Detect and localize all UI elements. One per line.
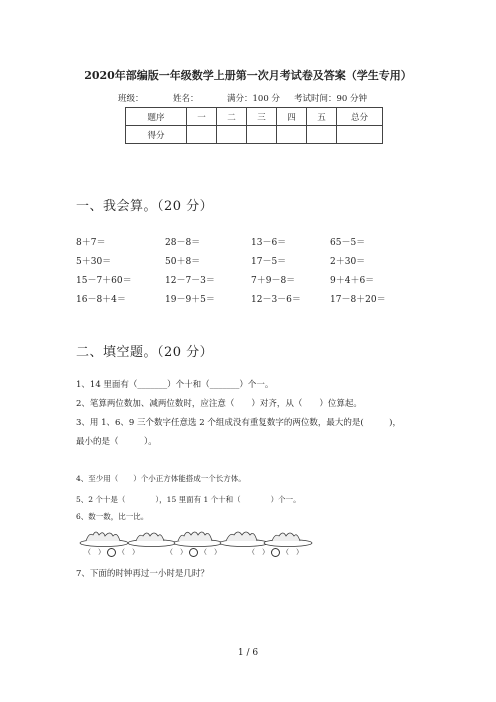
calc-item: 17－8＋20＝	[330, 295, 386, 305]
question-3: 3、用 1、6、9 三个数字任意选 2 个组成没有重复数字的两位数，最大的是( )，	[76, 418, 401, 428]
score-table	[125, 107, 383, 144]
calc-item: 9＋4＋6＝	[330, 276, 375, 286]
score-table-header-cell: 四	[277, 108, 307, 126]
answer-blank[interactable]: （ ）	[84, 548, 105, 556]
calc-item: 12－3－6＝	[251, 295, 301, 305]
calc-item: 50＋8＝	[165, 257, 201, 267]
score-table-header-cell: 二	[217, 108, 247, 126]
score-cell[interactable]	[277, 126, 307, 144]
calc-item: 5＋30＝	[76, 257, 112, 267]
calc-item: 8＋7＝	[76, 238, 106, 248]
class-label: 班级：	[118, 94, 144, 104]
fruit-plate-icon	[78, 527, 130, 547]
question-3-continued: 最小的是（ ）。	[76, 437, 157, 447]
question-7: 7、下面的时钟再过一小时是几时？	[76, 569, 209, 579]
score-table-header-cell: 三	[247, 108, 277, 126]
name-label: 姓名：	[173, 94, 199, 104]
page-number: 1 / 6	[237, 648, 259, 658]
full-score-label: 满分：100 分	[227, 94, 280, 104]
calc-item: 65－5＝	[330, 238, 366, 248]
compare-group-2	[166, 547, 221, 557]
score-cell[interactable]	[247, 126, 277, 144]
calc-item: 17－5＝	[251, 257, 287, 267]
fruit-plate-icon	[172, 527, 224, 547]
question-4: 4、至少用（ ）个小正方体能搭成一个长方体。	[76, 474, 246, 483]
fruit-plate-icon	[126, 527, 178, 547]
question-5: 5、2 个十是（ ），15 里面有 1 个十和（ ）个一。	[76, 495, 301, 504]
score-cell[interactable]	[337, 126, 383, 144]
calc-item: 28－8＝	[165, 238, 201, 248]
question-2: 2、笔算两位数加、减两位数时，应注意（ ）对齐，从（ ）位算起。	[76, 399, 362, 409]
score-table-score-row	[126, 126, 383, 144]
question-6: 6、数一数，比一比。	[76, 512, 149, 521]
score-table-header-cell: 五	[307, 108, 337, 126]
answer-blank[interactable]: （ ）	[282, 548, 303, 556]
compare-group-3	[248, 547, 303, 557]
compare-circle-icon[interactable]	[271, 548, 280, 557]
score-table-header-cell: 题序	[126, 108, 187, 126]
fruit-plate-icon	[262, 527, 314, 547]
exam-time-label: 考试时间：90 分钟	[294, 94, 368, 104]
score-table-header-cell: 一	[187, 108, 217, 126]
score-table-header-row	[126, 108, 383, 126]
compare-group-1	[84, 547, 139, 557]
calc-item: 2＋30＝	[330, 257, 366, 267]
score-cell[interactable]	[187, 126, 217, 144]
section-2-heading: 二、填空题。（20 分）	[76, 345, 214, 360]
answer-blank[interactable]: （ ）	[118, 548, 139, 556]
compare-circle-icon[interactable]	[107, 548, 116, 557]
score-cell[interactable]	[217, 126, 247, 144]
score-row-label: 得分	[126, 126, 187, 144]
calc-item: 16－8＋4＝	[76, 295, 126, 305]
section-1-heading: 一、我会算。（20 分）	[76, 199, 214, 214]
answer-blank[interactable]: （ ）	[248, 548, 269, 556]
calc-item: 12－7－3＝	[165, 276, 215, 286]
answer-blank[interactable]: （ ）	[166, 548, 187, 556]
score-table-header-cell: 总分	[337, 108, 383, 126]
calc-item: 15－7＋60＝	[76, 276, 132, 286]
compare-figures	[78, 527, 338, 557]
compare-circle-icon[interactable]	[189, 548, 198, 557]
calc-item: 7＋9－8＝	[251, 276, 296, 286]
question-1: 1、14 里面有（_______）个十和（_______）个一。	[76, 380, 274, 390]
calc-item: 13－6＝	[251, 238, 287, 248]
calc-item: 19－9＋5＝	[165, 295, 215, 305]
score-cell[interactable]	[307, 126, 337, 144]
answer-blank[interactable]: （ ）	[200, 548, 221, 556]
page-title: 2020年部编版一年级数学上册第一次月考试卷及答案（学生专用）	[84, 69, 412, 82]
